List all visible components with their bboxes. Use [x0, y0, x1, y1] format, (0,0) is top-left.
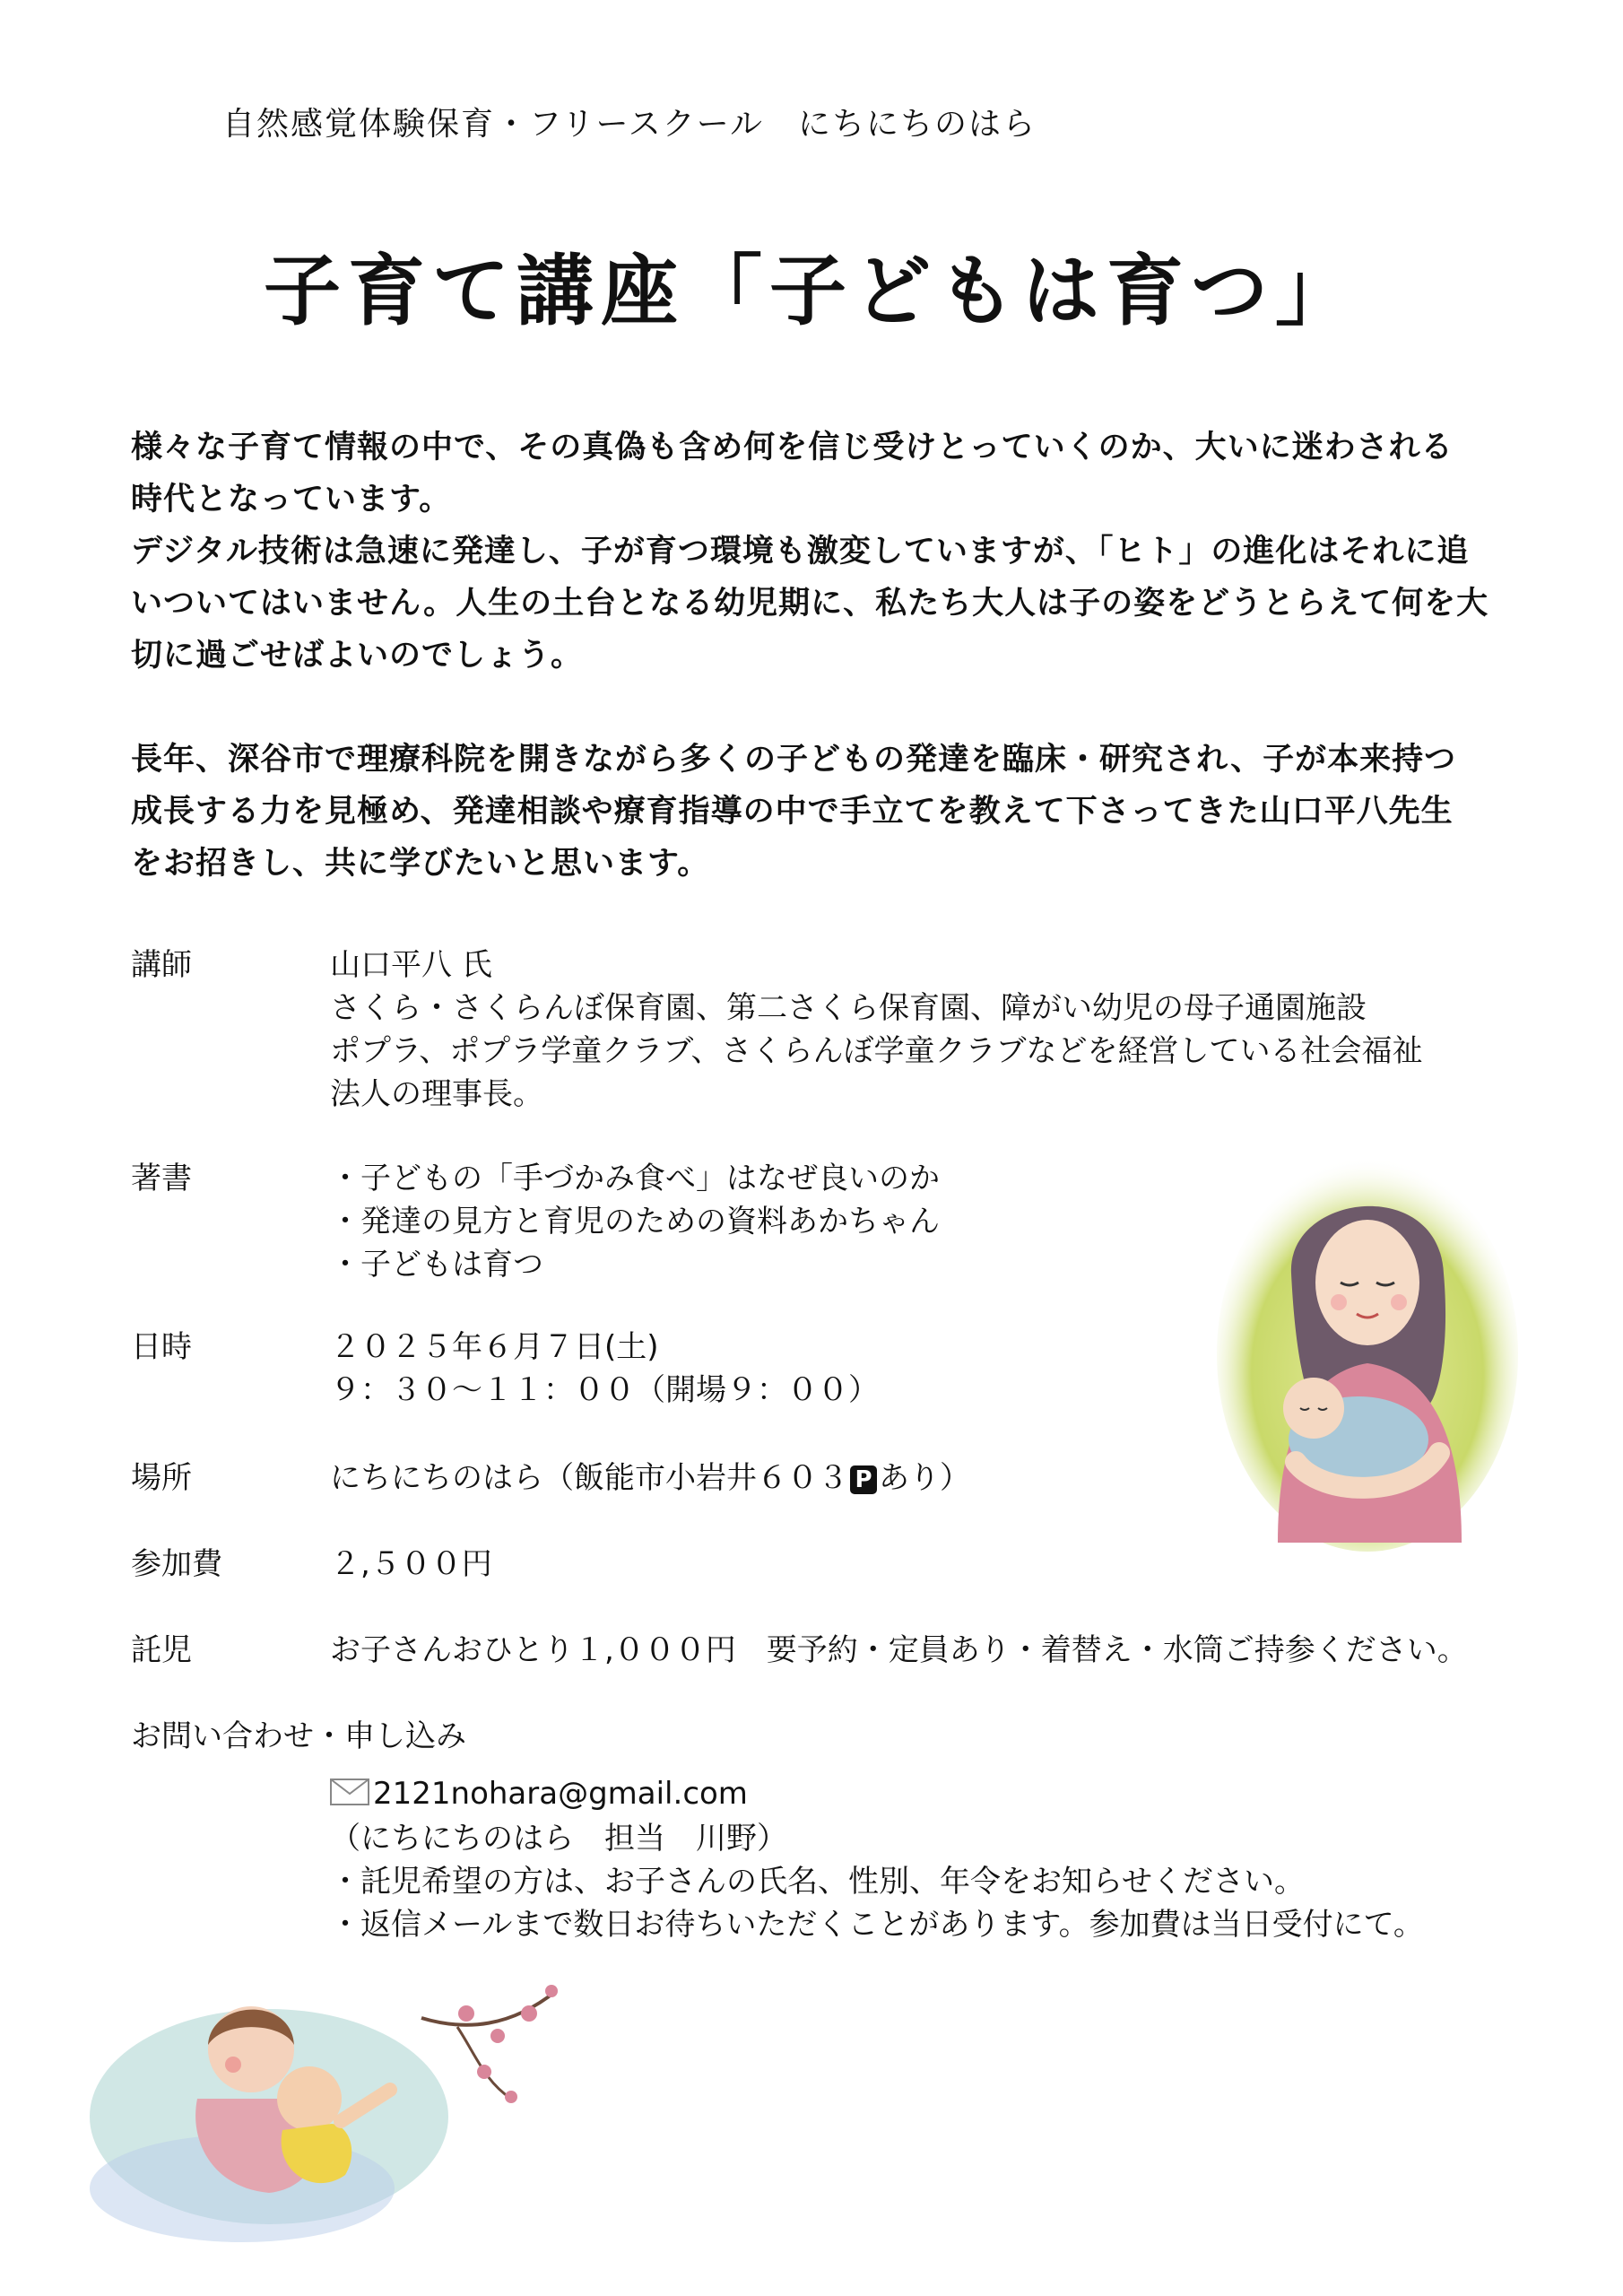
- lecturer-label: 講師: [131, 947, 192, 983]
- place-value: [330, 1457, 970, 1500]
- contact-note: ・託児希望の方は、お子さんの氏名、性別、年令をお知らせください。: [330, 1863, 1305, 1900]
- contact-note: ・返信メールまで数日お待ちいただくことがあります。参加費は当日受付にて。: [330, 1906, 1424, 1943]
- lecturer-bio-line: さくら・さくらんぼ保育園、第二さくら保育園、障がい幼児の母子通園施設: [330, 990, 1367, 1026]
- books-label: 著書: [131, 1161, 192, 1196]
- intro-line: をお招きし、共に学びたいと思います。: [131, 846, 710, 882]
- books-list: [330, 1157, 940, 1286]
- book-item: ・子どもの「手づかみ食べ」はなぜ良いのか: [330, 1161, 940, 1196]
- place-parking-note: あり）: [879, 1460, 970, 1496]
- contact-email-row: [330, 1772, 1424, 1817]
- lecturer-bio-line: ポプラ、ポプラ学童クラブ、さくらんぼ学童クラブなどを経営している社会福祉: [330, 1033, 1423, 1069]
- place-label: 場所: [131, 1460, 192, 1496]
- organization-name: 自然感覚体験保育・フリースクール にちにちのはら: [222, 106, 1037, 143]
- datetime-label: 日時: [131, 1329, 192, 1365]
- contact-label: お問い合わせ・申し込み: [131, 1718, 466, 1754]
- fee-value: ２,５００円: [330, 1546, 492, 1582]
- intro-line: 長年、深谷市で理療科院を開きながら多くの子どもの発達を臨床・研究され、子が本来持つ: [131, 742, 1457, 778]
- book-item: ・子どもは育つ: [330, 1247, 543, 1283]
- intro-line: デジタル技術は急速に発達し、子が育つ環境も激変していますが、「ヒト」の進化はそれに追: [131, 534, 1470, 570]
- lecturer-bio-line: 法人の理事長。: [330, 1076, 543, 1112]
- mother-baby-illustration: [1215, 1139, 1520, 1555]
- contact-value: [330, 1772, 1424, 1946]
- intro-line: 切に過ごせばよいのでしょう。: [131, 638, 584, 674]
- fee-label: 参加費: [131, 1546, 222, 1582]
- childcare-label: 託児: [131, 1632, 192, 1668]
- children-illustration: [90, 1964, 664, 2264]
- lecturer-value: [330, 944, 1423, 1116]
- childcare-value: お子さんおひとり１,０００円 要予約・定員あり・着替え・水筒ご持参ください。: [330, 1632, 1468, 1668]
- place-address: にちにちのはら（飯能市小岩井６０３: [330, 1460, 848, 1496]
- event-date: ２０２５年６月７日(土): [330, 1329, 659, 1365]
- intro-line: いついてはいません。人生の土台となる幼児期に、私たち大人は子の姿をどうとらえて何を大: [131, 586, 1489, 622]
- book-item: ・発達の見方と育児のための資料あかちゃん: [330, 1204, 940, 1239]
- intro-line: 成長する力を見極め、発達相談や療育指導の中で手立てを教えて下さってきた山口平八先生: [131, 794, 1454, 830]
- datetime-value: [330, 1326, 879, 1412]
- contact-email[interactable]: 2121nohara@gmail.com: [373, 1776, 748, 1812]
- intro-line: 時代となっています。: [131, 482, 452, 517]
- page-title: 子育て講座「子どもは育つ」: [264, 247, 1359, 336]
- event-time: ９：３０～１１：００（開場９：００）: [330, 1372, 879, 1408]
- lecturer-name: 山口平八 氏: [330, 947, 492, 983]
- intro-line: 様々な子育て情報の中で、その真偽も含め何を信じ受けとっていくのか、大いに迷わされる: [131, 430, 1454, 465]
- intro-text: [131, 422, 1530, 890]
- mail-icon: [330, 1774, 369, 1817]
- parking-icon: P: [850, 1465, 877, 1494]
- contact-person: （にちにちのはら 担当 川野）: [330, 1820, 787, 1857]
